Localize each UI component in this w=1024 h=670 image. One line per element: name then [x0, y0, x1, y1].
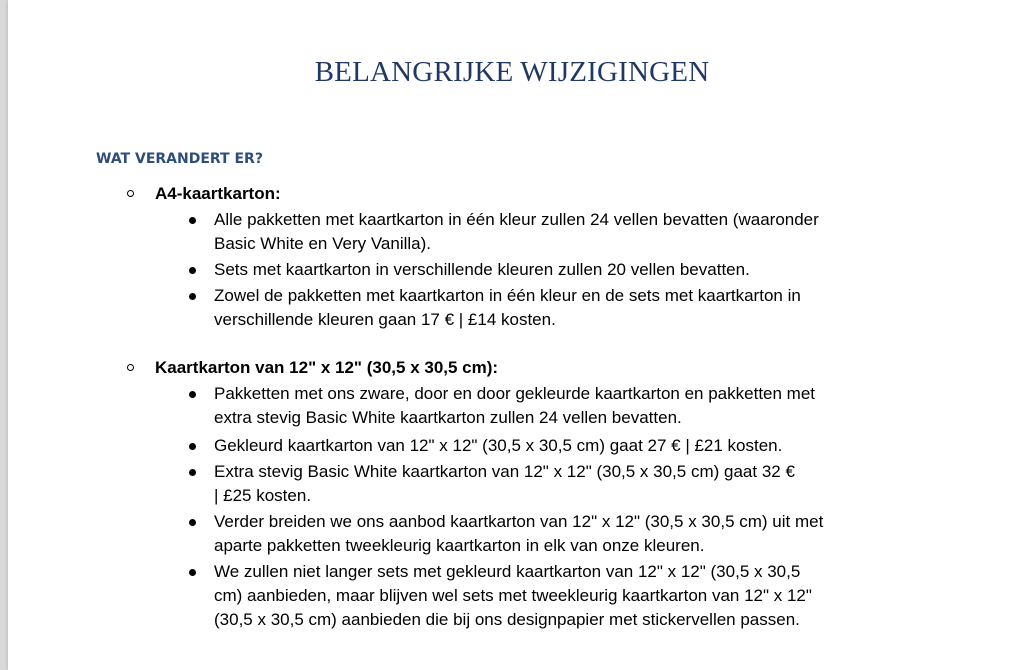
bullet-icon — [189, 443, 196, 450]
list-item-line: cm) aanbieden, maar blijven wel sets met tweekleurig kaartkarton van 12" x 12" — [214, 586, 812, 605]
list-item-line: We zullen niet langer sets met gekleurd kaartkarton van 12" x 12" (30,5 x 30,5 — [214, 562, 801, 581]
list-item-line: Zowel de pakketten met kaartkarton in één kleur en de sets met kaartkarton in — [214, 286, 801, 305]
list-item-line: Alle pakketten met kaartkarton in één kleur zullen 24 vellen bevatten (waaronder — [214, 210, 819, 229]
bullet-icon — [189, 519, 196, 526]
list-item-line: Pakketten met ons zware, door en door gekleurde kaartkarton en pakketten met — [214, 384, 816, 403]
circle-bullet-icon — [127, 190, 134, 197]
list-item-line: extra stevig Basic White kaartkarton zullen 24 vellen bevatten. — [214, 408, 682, 427]
group-title: Kaartkarton van 12" x 12" (30,5 x 30,5 cm): — [155, 358, 499, 377]
group-title: A4-kaartkarton: — [155, 184, 281, 203]
group-12x12-cardstock — [8, 358, 1024, 382]
list-item-line: Sets met kaartkarton in verschillende kleuren zullen 20 vellen bevatten. — [214, 260, 750, 279]
section-heading: WAT VERANDERT ER? — [96, 151, 263, 167]
list-item-line: Basic White en Very Vanilla). — [214, 234, 431, 253]
list-item-line: Gekleurd kaartkarton van 12" x 12" (30,5 x 30,5 cm) gaat 27 € | £21 kosten. — [214, 436, 783, 455]
document-page — [8, 0, 1024, 670]
bullet-icon — [189, 217, 196, 224]
list-item-line: aparte pakketten tweekleurig kaartkarton in elk van onze kleuren. — [214, 536, 705, 555]
list-item-line: Verder breiden we ons aanbod kaartkarton van 12" x 12" (30,5 x 30,5 cm) uit met — [214, 512, 824, 531]
group-a4-cardstock — [8, 184, 1024, 208]
bullet-icon — [189, 469, 196, 476]
list-item-line: | £25 kosten. — [214, 486, 312, 505]
list-item-line: Extra stevig Basic White kaartkarton van 12" x 12" (30,5 x 30,5 cm) gaat 32 € — [214, 462, 795, 481]
list-item-line: (30,5 x 30,5 cm) aanbieden die bij ons designpapier met stickervellen passen. — [214, 610, 800, 629]
circle-bullet-icon — [127, 364, 134, 371]
bullet-icon — [189, 293, 196, 300]
document-title: BELANGRIJKE WIJZIGINGEN — [314, 56, 710, 88]
bullet-icon — [189, 391, 196, 398]
bullet-icon — [189, 569, 196, 576]
list-item-line: verschillende kleuren gaan 17 € | £14 kosten. — [214, 310, 556, 329]
bullet-icon — [189, 267, 196, 274]
